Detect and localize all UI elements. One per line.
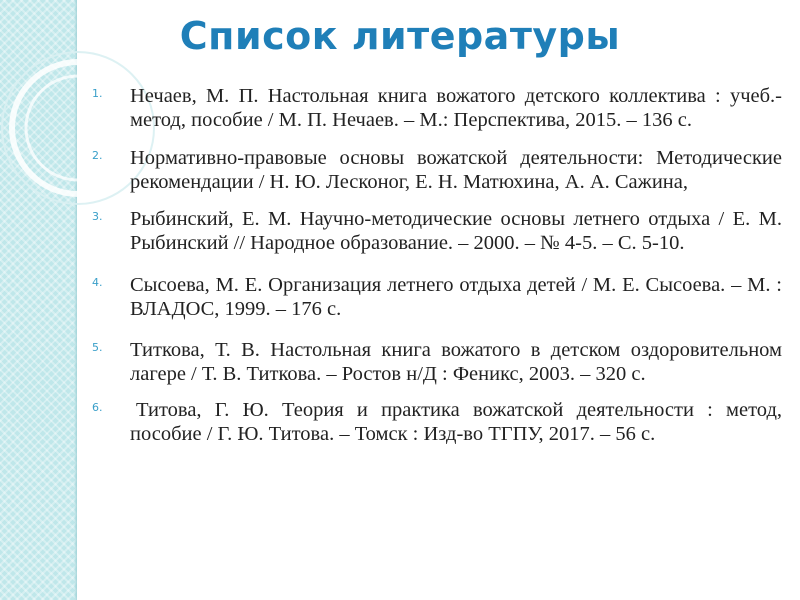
reference-text: Титкова, Т. В. Настольная книга вожатого в детском оздоровительном лагере / Т. В. Титкова. – Ростов н/Д : Феникс, 2003. – 320 с.: [130, 339, 782, 385]
reference-text: Рыбинский, Е. М. Научно-методические основы летнего отдыха / Е. М. Рыбинский // Народное образование. – 2000. – № 4-5. – С. 5-10.: [130, 208, 782, 254]
reference-number: 2.: [92, 149, 103, 162]
reference-number: 6.: [92, 401, 103, 414]
page-title: Список литературы: [179, 14, 621, 58]
reference-item: [92, 398, 782, 446]
reference-number: 5.: [92, 341, 103, 354]
reference-item: [92, 338, 782, 386]
reference-number: 4.: [92, 276, 103, 289]
reference-item: [92, 207, 782, 255]
reference-item: [92, 84, 782, 132]
reference-text: Нормативно-правовые основы вожатской деятельности: Методические рекомендации / Н. Ю. Лесконог, Е. Н. Матюхина, А. А. Сажина,: [130, 147, 782, 193]
reference-text: Сысоева, М. Е. Организация летнего отдыха детей / М. Е. Сысоева. – М. : ВЛАДОС, 1999. – 176 с.: [130, 274, 782, 320]
reference-item: [92, 146, 782, 194]
reference-text: Нечаев, М. П. Настольная книга вожатого детского коллектива : учеб.-метод, пособие / М. П. Нечаев. – М.: Перспектива, 2015. – 136 с.: [130, 85, 782, 131]
reference-number: 1.: [92, 87, 103, 100]
reference-text: Титова, Г. Ю. Теория и практика вожатской деятельности : метод, пособие / Г. Ю. Титова. – Томск : Изд-во ТГПУ, 2017. – 56 с.: [130, 399, 782, 445]
reference-list: [92, 84, 782, 446]
reference-number: 3.: [92, 210, 103, 223]
reference-item: [92, 273, 782, 321]
